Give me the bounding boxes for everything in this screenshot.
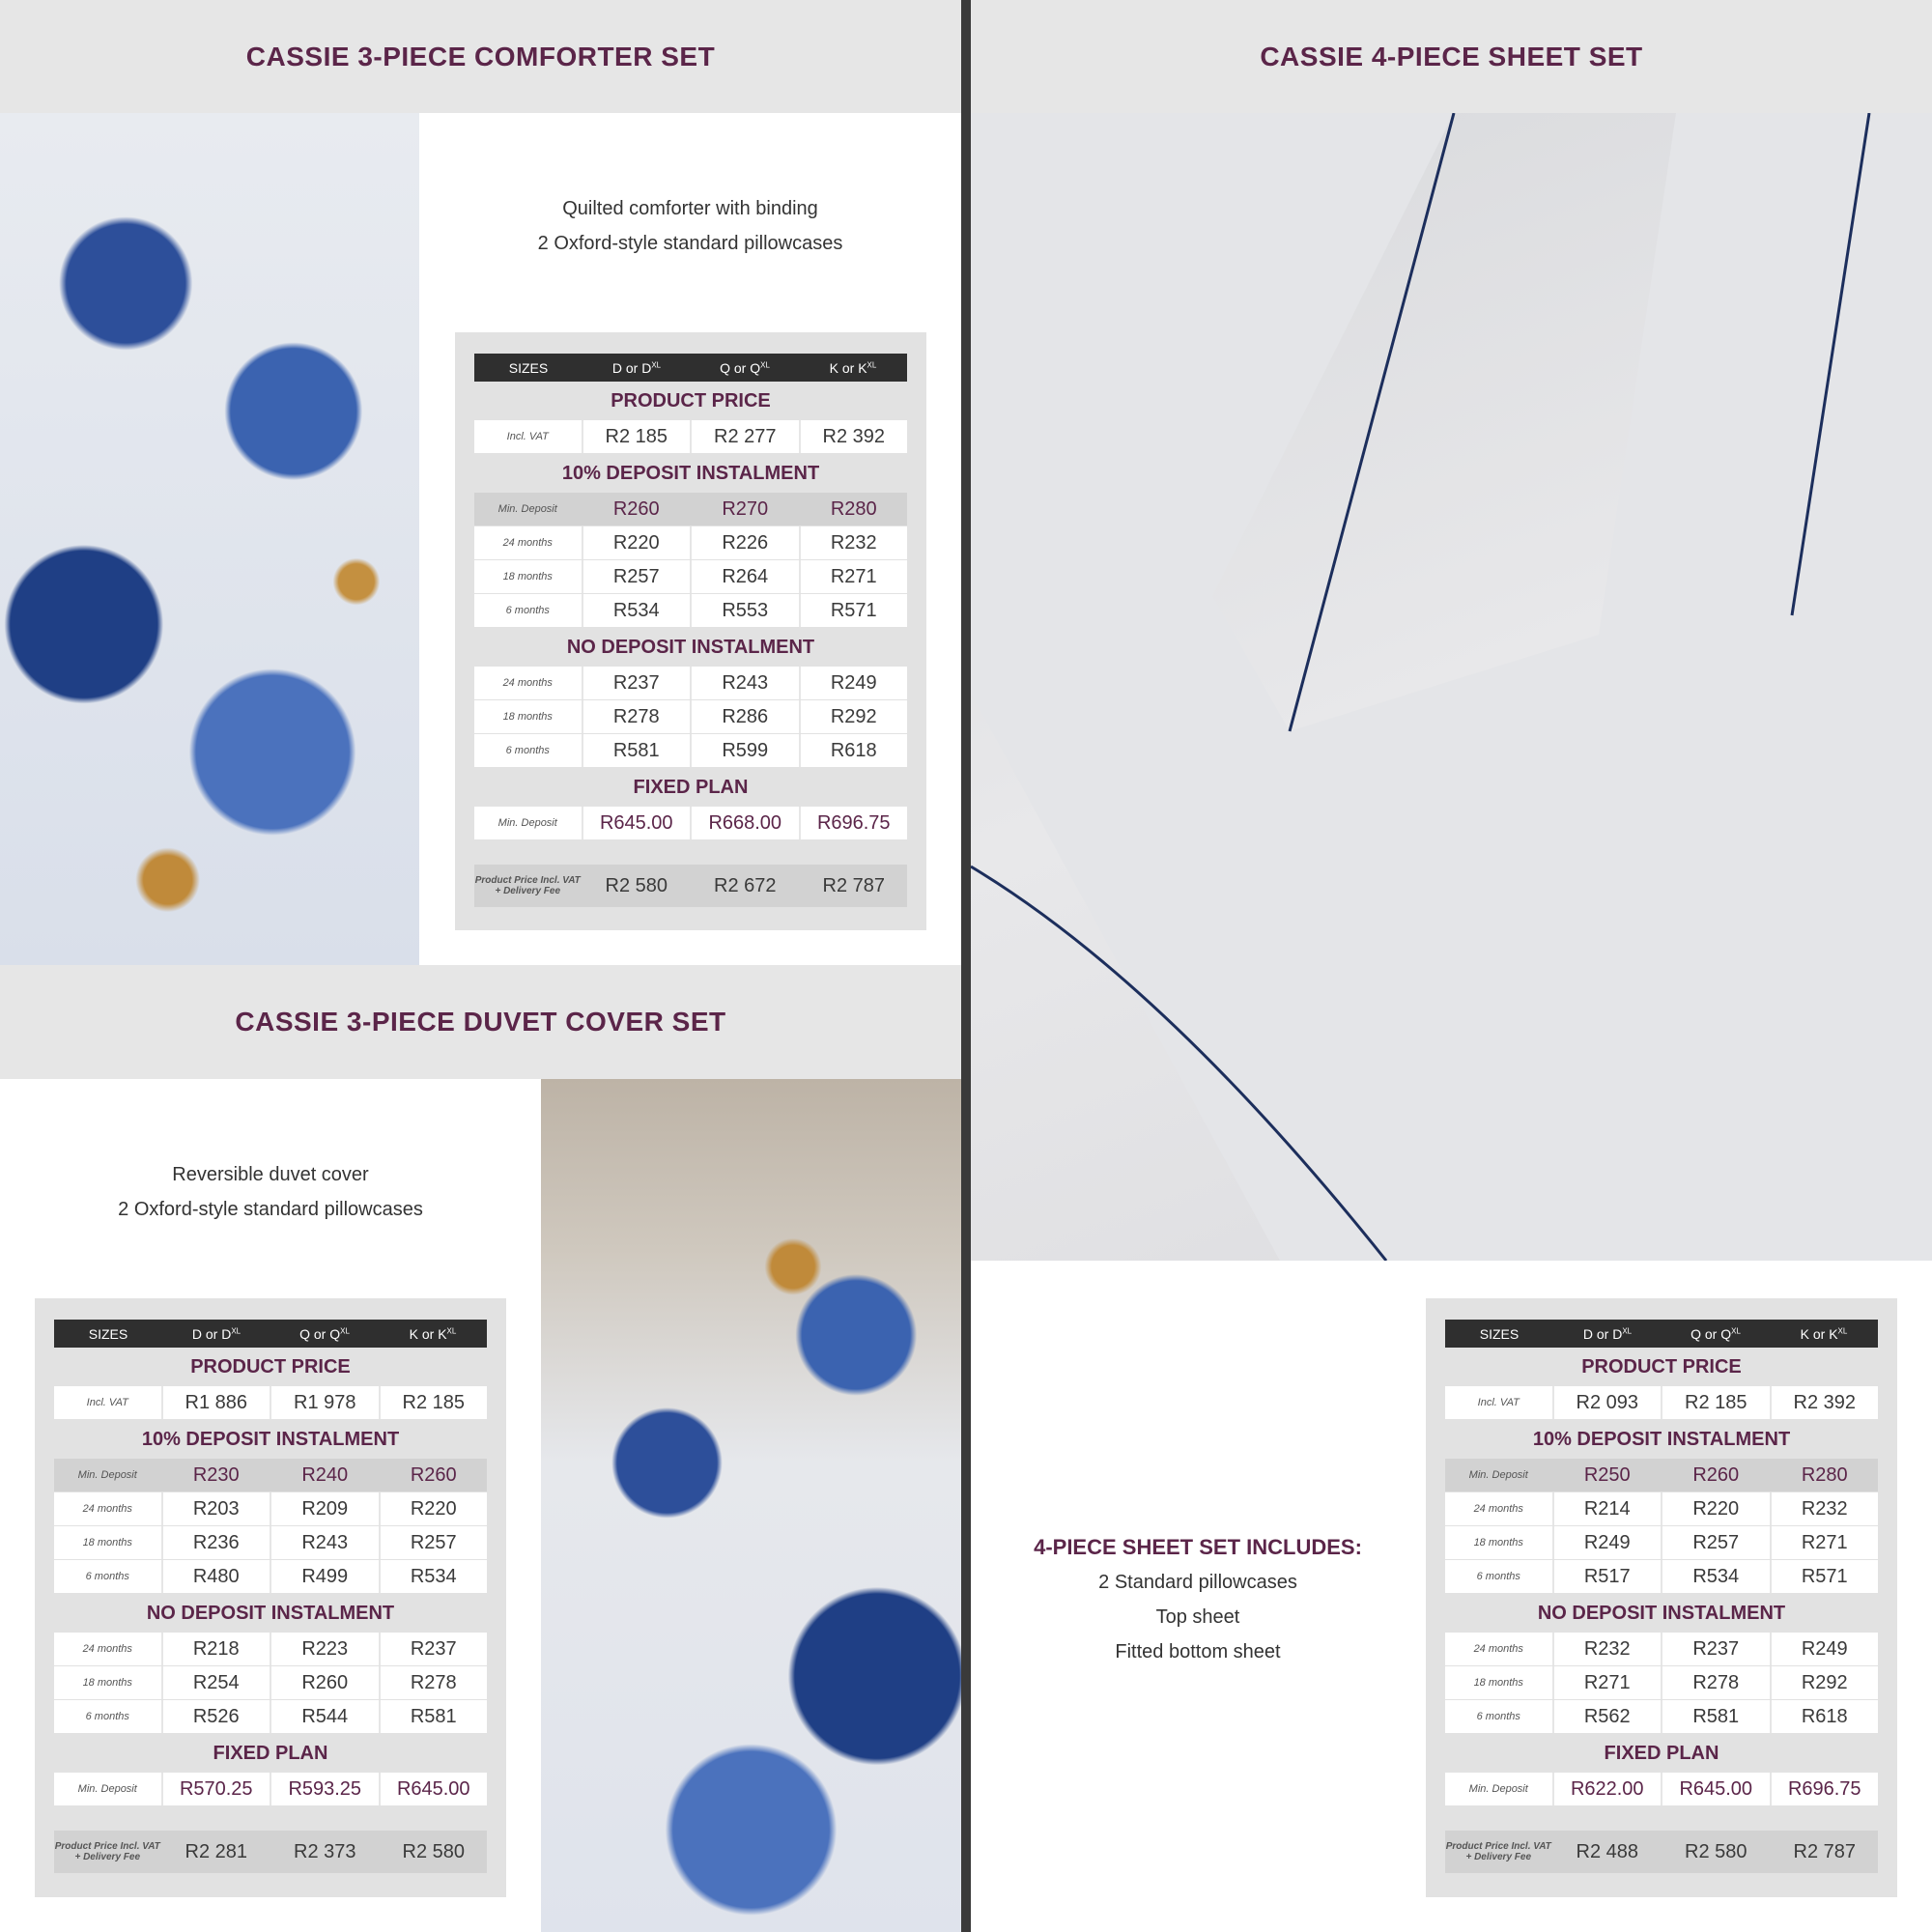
price-cell: R226 [692,526,801,559]
duvet-photo [541,1079,961,1932]
sheet-photo [971,113,1932,1261]
size-label: K or K [829,359,867,376]
price-cell: R534 [583,594,693,627]
price-cell: R645.00 [396,1777,470,1800]
price-cell: R570.25 [163,1773,272,1805]
row-label: Product Price Incl. VAT + Delivery Fee [54,1831,163,1873]
price-cell: R581 [1662,1700,1772,1733]
price-cell: R571 [830,599,877,621]
price-cell: R220 [583,526,693,559]
feature-item: 2 Oxford-style standard pillowcases [537,233,843,254]
size-sup: XL [340,1325,350,1335]
size-sup: XL [231,1325,242,1335]
duvet-price-table [35,1298,506,1897]
header-cell [270,1326,379,1342]
duvet-features [0,1157,541,1227]
feature-item: Fitted bottom sheet [1115,1641,1281,1662]
price-cell: R203 [163,1492,272,1525]
price-cell: R1 886 [163,1386,272,1419]
price-cell: R2 392 [822,425,885,447]
price-cell: R257 [410,1531,457,1553]
comforter-price-table [455,332,926,930]
table-row [1445,1526,1878,1560]
table-row [54,1560,487,1594]
row-label: Min. Deposit [1445,1773,1554,1805]
price-cell: R517 [1554,1560,1663,1593]
price-cell: R243 [271,1526,381,1559]
header-cell [1662,1326,1770,1342]
price-cell: R2 373 [271,1831,381,1873]
price-cell: R254 [163,1666,272,1699]
row-label: Product Price Incl. VAT + Delivery Fee [474,865,583,907]
price-cell: R260 [1662,1459,1772,1492]
size-sup: XL [651,359,662,369]
row-label: 24 months [474,667,583,699]
price-cell: R280 [1801,1463,1848,1486]
row-label: 6 months [474,734,583,767]
price-cell: R240 [271,1459,381,1492]
table-row [1445,1666,1878,1700]
feature-item: Quilted comforter with binding [562,198,818,219]
table-header [1445,1320,1878,1348]
price-cell: R668.00 [692,807,801,839]
price-cell: R236 [163,1526,272,1559]
price-cell: R286 [692,700,801,733]
price-cell: R2 488 [1554,1831,1663,1873]
section-title: PRODUCT PRICE [190,1355,351,1378]
sheet-title-band [971,0,1932,113]
section-title: PRODUCT PRICE [1581,1355,1742,1378]
total-row [54,1831,487,1874]
price-cell: R223 [271,1633,381,1665]
row-label: 24 months [1445,1492,1554,1525]
header-cell [379,1326,487,1342]
price-cell: R292 [830,705,877,727]
price-cell: R257 [1662,1526,1772,1559]
table-header [54,1320,487,1348]
size-sup: XL [1837,1325,1848,1335]
table-row [474,493,907,526]
table-row [1445,1700,1878,1734]
price-cell: R218 [163,1633,272,1665]
header-cell [1770,1326,1878,1342]
price-cell: R2 580 [583,865,693,907]
price-cell: R2 392 [1793,1391,1856,1413]
row-label: 18 months [474,560,583,593]
row-label: 6 months [1445,1560,1554,1593]
table-row [474,667,907,700]
section-title: NO DEPOSIT INSTALMENT [566,636,815,658]
total-row [474,865,907,908]
size-label: D or D [191,1325,232,1342]
price-cell: R599 [692,734,801,767]
price-cell: R260 [271,1666,381,1699]
feature-item: 2 Standard pillowcases [1098,1572,1297,1593]
price-cell: R581 [410,1705,457,1727]
table-row [54,1700,487,1734]
table-row [474,700,907,734]
total-row [1445,1831,1878,1874]
row-label: 18 months [474,700,583,733]
row-label: Product Price Incl. VAT + Delivery Fee [1445,1831,1554,1873]
price-cell: R562 [1554,1700,1663,1733]
duvet-title: CASSIE 3-PIECE DUVET COVER SET [235,1007,726,1037]
price-cell: R1 978 [271,1386,381,1419]
price-cell: R2 185 [402,1391,465,1413]
size-label: K or K [1800,1325,1838,1342]
row-label: Incl. VAT [1445,1386,1554,1419]
price-cell: R618 [830,739,877,761]
table-row [1445,1773,1878,1806]
price-cell: R593.25 [271,1773,381,1805]
feature-item: Reversible duvet cover [172,1164,369,1185]
row-label: Incl. VAT [54,1386,163,1419]
table-row [474,594,907,628]
row-label: 18 months [54,1526,163,1559]
table-row [54,1633,487,1666]
size-sup: XL [867,359,877,369]
price-cell: R618 [1801,1705,1848,1727]
section-title: 10% DEPOSIT INSTALMENT [141,1428,400,1450]
price-cell: R278 [410,1671,457,1693]
price-cell: R2 787 [822,874,885,896]
price-cell: R260 [410,1463,457,1486]
table-row [54,1526,487,1560]
price-cell: R2 093 [1554,1386,1663,1419]
price-cell: R264 [692,560,801,593]
row-label: 18 months [1445,1666,1554,1699]
table-row [1445,1633,1878,1666]
price-cell: R2 787 [1793,1840,1856,1862]
price-cell: R292 [1801,1671,1848,1693]
size-label: D or D [1582,1325,1623,1342]
price-cell: R271 [1801,1531,1848,1553]
size-label: D or D [611,359,652,376]
price-cell: R571 [1801,1565,1848,1587]
price-cell: R249 [1801,1637,1848,1660]
size-label: Q or Q [720,359,761,376]
section-title: 10% DEPOSIT INSTALMENT [561,462,820,484]
header-cell [162,1326,270,1342]
row-label: 24 months [54,1633,163,1665]
table-row [54,1386,487,1420]
section-title: PRODUCT PRICE [611,389,771,412]
size-sup: XL [446,1325,457,1335]
table-row [54,1492,487,1526]
row-label: Incl. VAT [474,420,583,453]
price-cell: R696.75 [1787,1777,1861,1800]
price-cell: R232 [1801,1497,1848,1520]
comforter-features [419,191,961,261]
comforter-title-band [0,0,961,113]
price-cell: R209 [271,1492,381,1525]
table-row [474,420,907,454]
price-cell: R696.75 [816,811,891,834]
price-cell: R220 [410,1497,457,1520]
price-cell: R230 [163,1459,272,1492]
row-label: 6 months [474,594,583,627]
comforter-title: CASSIE 3-PIECE COMFORTER SET [245,41,716,71]
header-cell [799,360,907,376]
row-label: 24 months [54,1492,163,1525]
duvet-title-band [0,965,961,1079]
table-row [1445,1560,1878,1594]
price-cell: R280 [830,497,877,520]
price-cell: R480 [163,1560,272,1593]
size-label: K or K [409,1325,447,1342]
table-row [474,526,907,560]
row-label: 24 months [474,526,583,559]
price-cell: R260 [583,493,693,526]
row-label: 6 months [54,1560,163,1593]
price-cell: R232 [1554,1633,1663,1665]
section-title: FIXED PLAN [213,1742,328,1764]
price-cell: R278 [1662,1666,1772,1699]
row-label: Min. Deposit [474,807,583,839]
feature-item: 2 Oxford-style standard pillowcases [118,1199,423,1220]
sheet-includes-title: 4-PIECE SHEET SET INCLUDES: [1034,1535,1362,1559]
row-label: 6 months [1445,1700,1554,1733]
row-label: Min. Deposit [54,1773,163,1805]
row-label: 6 months [54,1700,163,1733]
panel-divider [961,0,971,1932]
price-cell: R250 [1554,1459,1663,1492]
price-cell: R526 [163,1700,272,1733]
section-title: FIXED PLAN [1604,1742,1719,1764]
price-cell: R278 [583,700,693,733]
header-cell [691,360,799,376]
header-cell [1553,1326,1662,1342]
size-label: Q or Q [1690,1325,1732,1342]
price-cell: R271 [1554,1666,1663,1699]
section-title: NO DEPOSIT INSTALMENT [146,1602,395,1624]
table-row [1445,1492,1878,1526]
price-cell: R2 185 [1662,1386,1772,1419]
price-cell: R237 [410,1637,457,1660]
table-row [1445,1386,1878,1420]
price-cell: R271 [830,565,877,587]
price-cell: R544 [271,1700,381,1733]
row-label: 24 months [1445,1633,1554,1665]
price-cell: R270 [692,493,801,526]
header-cell: SIZES [88,1325,128,1342]
price-cell: R243 [692,667,801,699]
price-cell: R622.00 [1554,1773,1663,1805]
table-row [474,734,907,768]
size-sup: XL [1731,1325,1741,1335]
price-cell: R237 [1662,1633,1772,1665]
sheet-title: CASSIE 4-PIECE SHEET SET [1260,41,1643,71]
row-label: 18 months [1445,1526,1554,1559]
price-cell: R2 580 [1662,1831,1772,1873]
price-cell: R2 185 [583,420,693,453]
table-row [54,1773,487,1806]
price-cell: R2 281 [163,1831,272,1873]
price-cell: R2 277 [692,420,801,453]
price-cell: R232 [830,531,877,554]
row-label: Min. Deposit [474,493,583,526]
price-cell: R214 [1554,1492,1663,1525]
price-cell: R581 [583,734,693,767]
section-title: FIXED PLAN [633,776,749,798]
row-label: Min. Deposit [1445,1459,1554,1492]
sheet-includes [971,1530,1425,1669]
header-cell: SIZES [1479,1325,1520,1342]
size-sup: XL [760,359,770,369]
price-cell: R2 672 [692,865,801,907]
price-cell: R499 [271,1560,381,1593]
table-row [474,560,907,594]
comforter-photo [0,113,419,965]
sheet-piping-illustration [971,113,1932,1261]
sheet-price-table [1426,1298,1897,1897]
section-title: NO DEPOSIT INSTALMENT [1537,1602,1786,1624]
price-cell: R534 [1662,1560,1772,1593]
price-cell: R645.00 [1662,1773,1772,1805]
table-row [474,807,907,840]
row-label: 18 months [54,1666,163,1699]
header-cell: SIZES [508,359,549,376]
price-cell: R534 [410,1565,457,1587]
table-row [54,1459,487,1492]
table-row [54,1666,487,1700]
price-cell: R553 [692,594,801,627]
price-cell: R220 [1662,1492,1772,1525]
size-label: Q or Q [299,1325,341,1342]
feature-item: Top sheet [1155,1606,1240,1628]
price-cell: R237 [583,667,693,699]
table-row [1445,1459,1878,1492]
price-cell: R257 [583,560,693,593]
price-cell: R249 [830,671,877,694]
header-cell [582,360,691,376]
table-header [474,354,907,382]
size-sup: XL [1622,1325,1633,1335]
section-title: 10% DEPOSIT INSTALMENT [1532,1428,1791,1450]
price-cell: R2 580 [402,1840,465,1862]
price-cell: R249 [1554,1526,1663,1559]
price-cell: R645.00 [583,807,693,839]
row-label: Min. Deposit [54,1459,163,1492]
